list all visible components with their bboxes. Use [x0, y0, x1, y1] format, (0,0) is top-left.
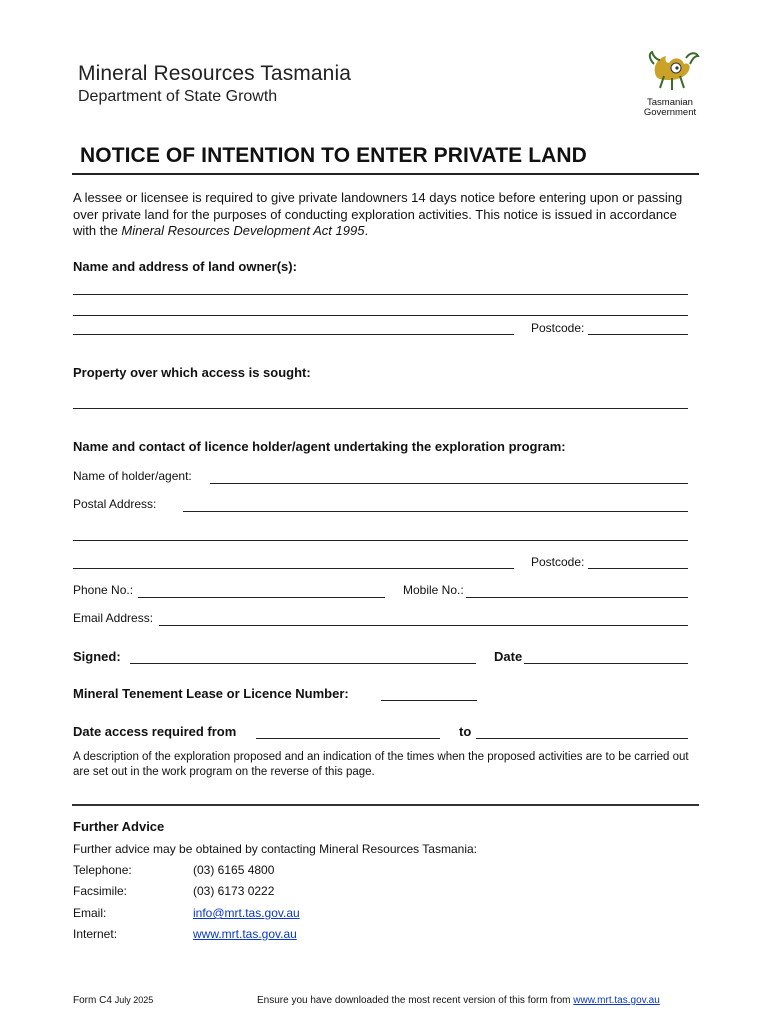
intro-end: . [364, 223, 369, 238]
form-title: NOTICE OF INTENTION TO ENTER PRIVATE LAND [80, 144, 587, 167]
signature-field[interactable] [130, 663, 476, 664]
email-label: Email Address: [73, 611, 154, 625]
org-name: Mineral Resources Tasmania [78, 62, 351, 85]
holder-name-field[interactable] [210, 483, 688, 484]
owner-postcode-field[interactable] [588, 334, 688, 335]
property-heading: Property over which access is sought: [73, 365, 311, 380]
property-line[interactable] [73, 408, 688, 409]
footer-link[interactable]: www.mrt.tas.gov.au [573, 995, 660, 1006]
logo-text-line1: Tasmanian [647, 97, 693, 108]
footer-notice-text: Ensure you have downloaded the most recent version of this form from [257, 995, 574, 1006]
tenement-label: Mineral Tenement Lease or Licence Number: [73, 686, 349, 701]
form-date: July 2025 [114, 995, 154, 1005]
phone-label: Phone No.: [73, 583, 134, 597]
work-program-description: A description of the exploration proposed and an indication of the times when the proposed activities are to be carried out are set out in the work program on the reverse of this page. [73, 751, 689, 778]
postal-address-field[interactable] [183, 511, 688, 512]
advice-intro: Further advice may be obtained by contacting Mineral Resources Tasmania: [73, 842, 477, 856]
to-label: to [459, 724, 472, 739]
email-field[interactable] [159, 625, 688, 626]
mobile-field[interactable] [466, 597, 688, 598]
department-name: Department of State Growth [78, 88, 278, 105]
footer-notice [257, 995, 660, 1006]
telephone-value: (03) 6165 4800 [193, 863, 275, 877]
postal-address-label: Postal Address: [73, 497, 157, 511]
holder-name-label: Name of holder/agent: [73, 469, 192, 483]
holder-postcode-label: Postcode: [531, 555, 585, 569]
title-divider [72, 173, 699, 175]
owner-heading: Name and address of land owner(s): [73, 259, 297, 274]
section-divider [72, 804, 699, 806]
postal-address-line-2[interactable] [73, 540, 688, 541]
date-label: Date [494, 649, 523, 664]
holder-postcode-field[interactable] [588, 568, 688, 569]
phone-field[interactable] [138, 597, 385, 598]
tenement-field[interactable] [381, 700, 477, 701]
facsimile-label: Facsimile: [73, 884, 128, 898]
mobile-label: Mobile No.: [403, 583, 464, 597]
intro-paragraph [73, 190, 698, 240]
form-id: Form C4 [73, 995, 112, 1006]
internet-label: Internet: [73, 927, 118, 941]
intro-text: A lessee or licensee is required to give private landowners 14 days notice before entering upon or passing over private land for the purposes of conducting exploration activities. This notice is issued in accordance with the [73, 190, 683, 238]
owner-line-1[interactable] [73, 294, 688, 295]
logo-text-line2: Government [643, 107, 697, 118]
form-id-footer [73, 995, 153, 1006]
internet-link[interactable]: www.mrt.tas.gov.au [193, 927, 297, 941]
postal-address-line-3[interactable] [73, 568, 514, 569]
logo-text [634, 98, 706, 118]
advice-email-link[interactable]: info@mrt.tas.gov.au [193, 906, 300, 920]
owner-postcode-label: Postcode: [531, 321, 585, 335]
date-access-label: Date access required from [73, 724, 237, 739]
signed-label: Signed: [73, 649, 121, 664]
owner-line-2[interactable] [73, 315, 688, 316]
date-field[interactable] [524, 663, 688, 664]
advice-heading: Further Advice [73, 819, 165, 834]
advice-email-label: Email: [73, 906, 107, 920]
date-from-field[interactable] [256, 738, 440, 739]
intro-act: Mineral Resources Development Act 1995 [121, 223, 365, 238]
date-to-field[interactable] [476, 738, 688, 739]
holder-heading: Name and contact of licence holder/agent undertaking the exploration program: [73, 439, 566, 454]
telephone-label: Telephone: [73, 863, 132, 877]
facsimile-value: (03) 6173 0222 [193, 884, 275, 898]
owner-line-3[interactable] [73, 334, 514, 335]
